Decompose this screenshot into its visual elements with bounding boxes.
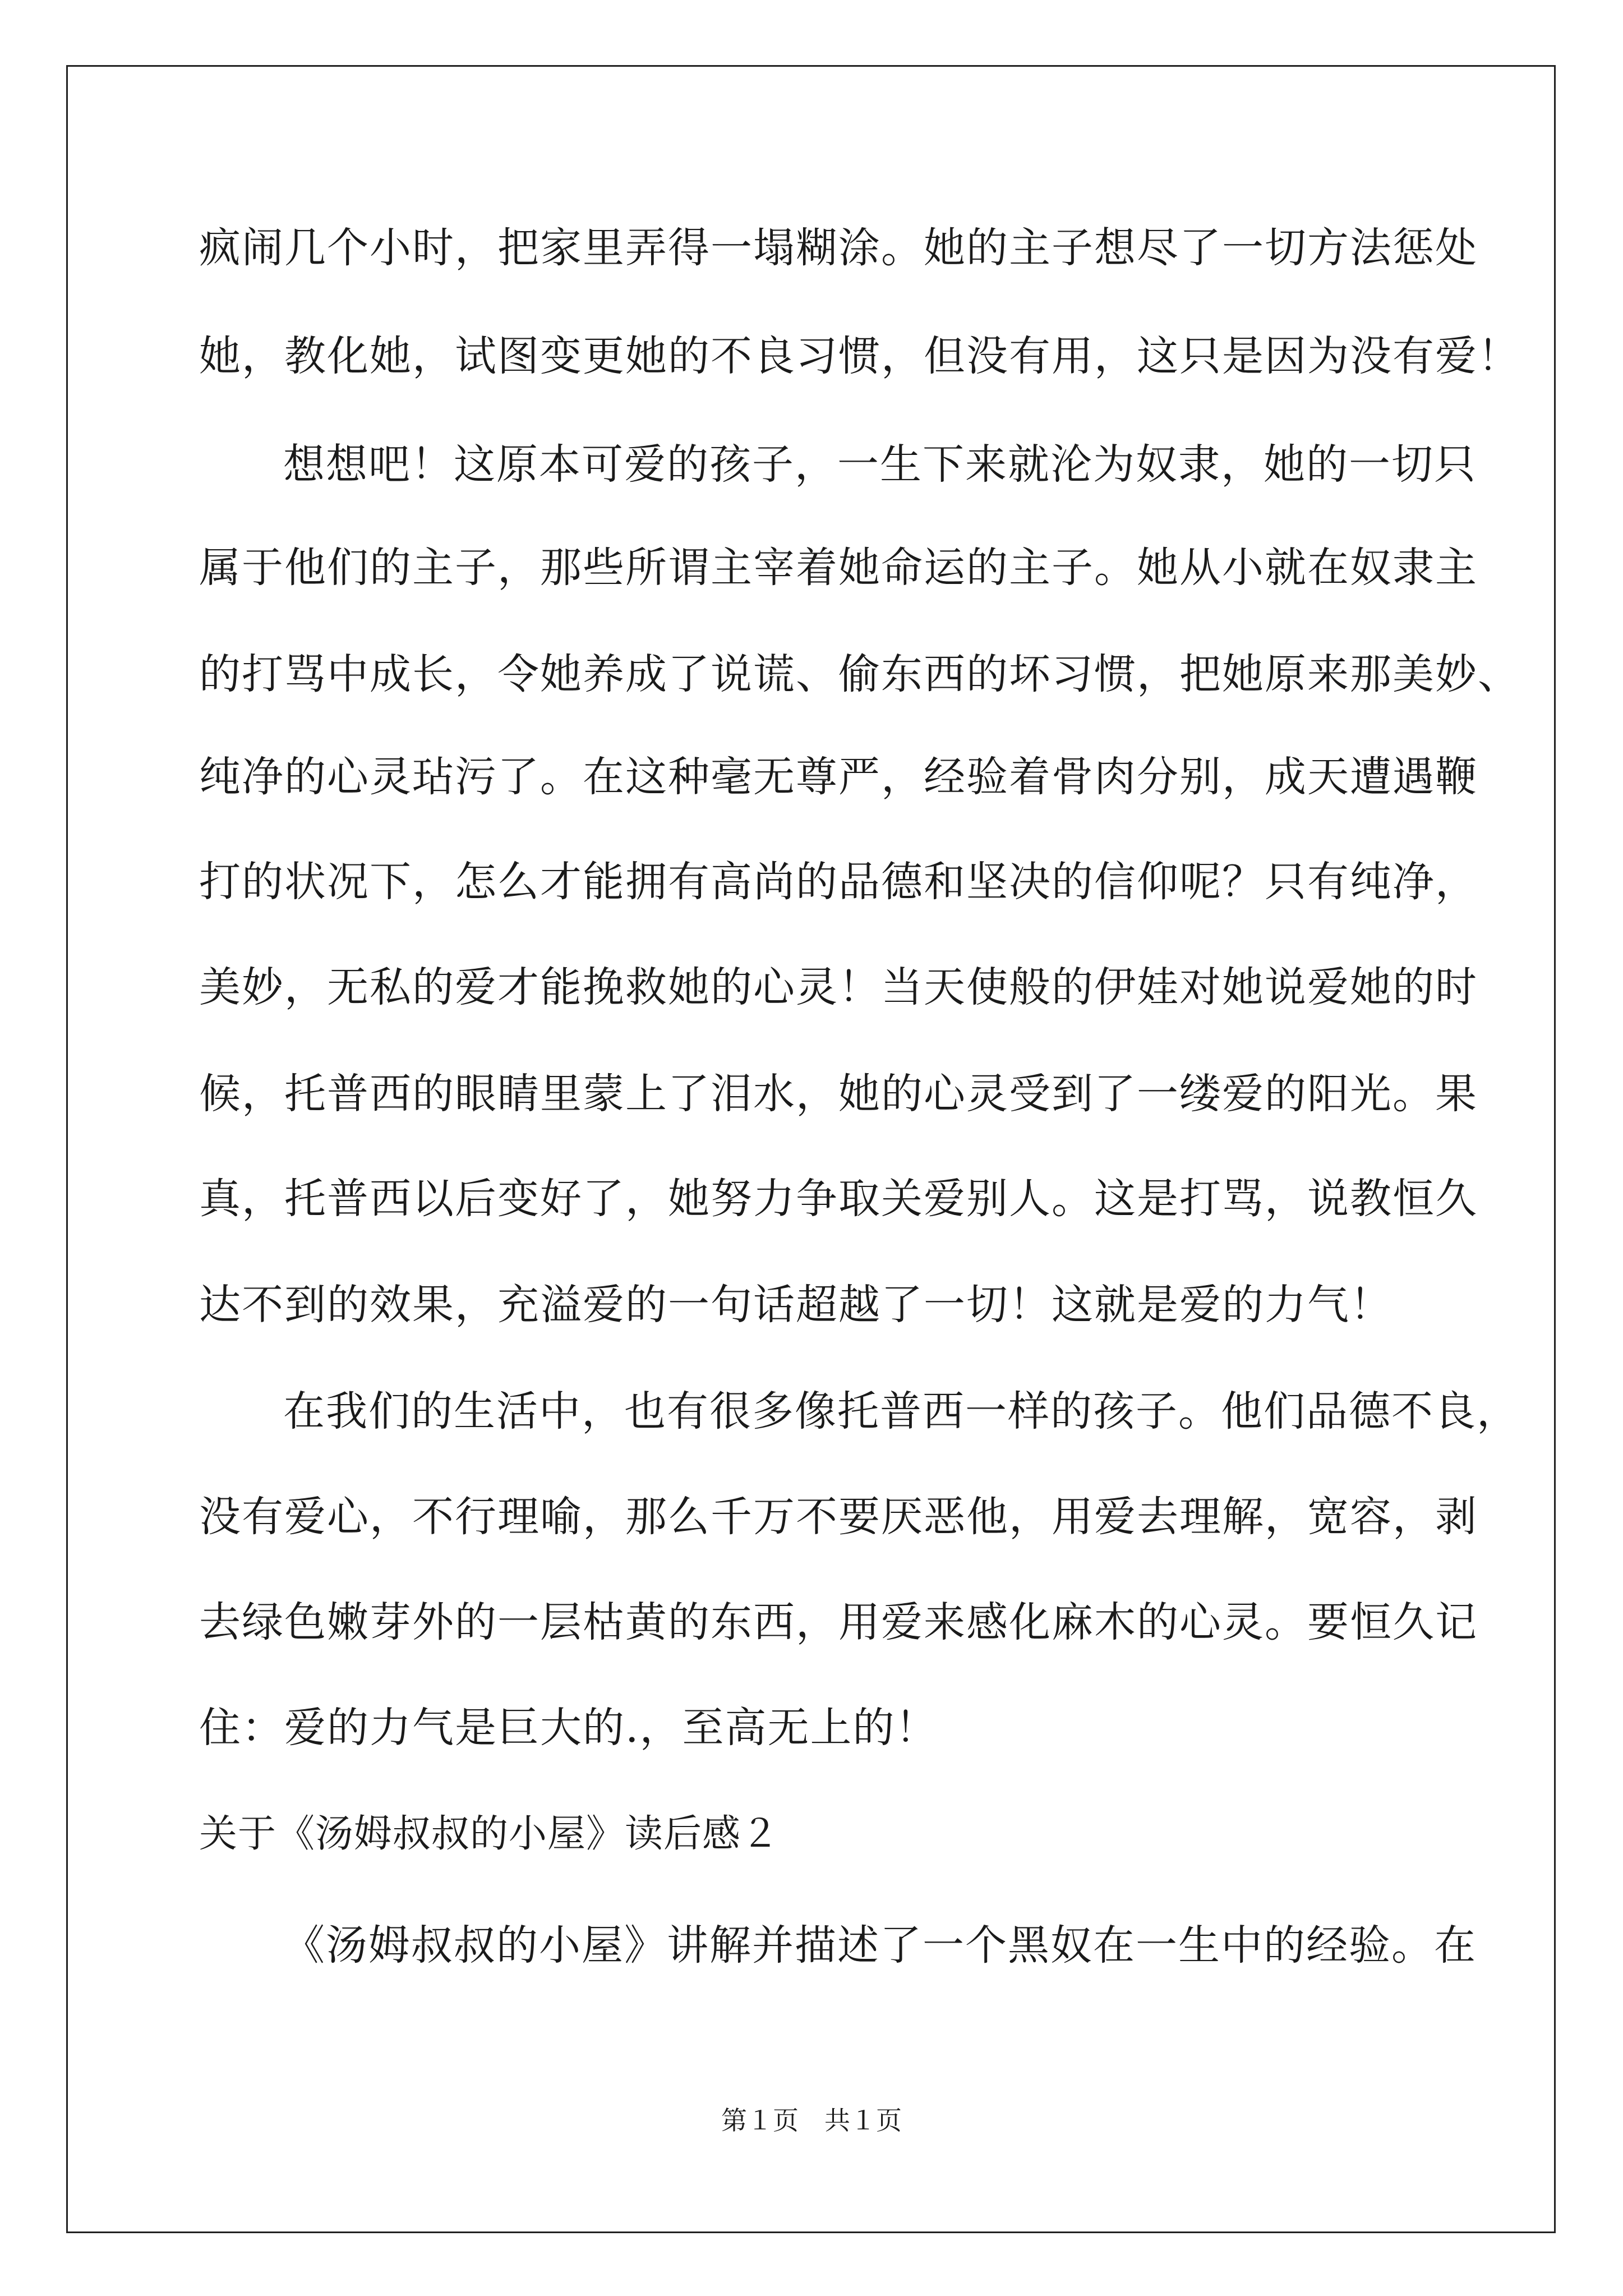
paragraph-2-line-9: 达不到的效果，充溢爱的一句话超越了一切！这就是爱的力气！ <box>199 1281 1393 1329</box>
page-footer: 第１页 共１页 <box>721 2105 902 2136</box>
paragraph-3-line-4: 住：爱的力气是巨大的.，至高无上的！ <box>199 1704 938 1752</box>
paragraph-3-line-2: 没有爱心，不行理喻，那么千万不要厌恶他，用爱去理解，宽容，剥 <box>199 1493 1478 1541</box>
paragraph-1-line-1: 疯闹几个小时，把家里弄得一塌糊涂。她的主子想尽了一切方法惩处 <box>199 224 1478 272</box>
paragraph-2-line-3: 的打骂中成长，令她养成了说谎、偷东西的坏习惯，把她原来那美妙、 <box>199 650 1520 698</box>
paragraph-2-line-1: 想想吧！这原本可爱的孩子，一生下来就沦为奴隶，她的一切只 <box>283 440 1477 489</box>
page-border <box>66 65 1556 2233</box>
paragraph-3-line-3: 去绿色嫩芽外的一层枯黄的东西，用爱来感化麻木的心灵。要恒久记 <box>199 1598 1478 1646</box>
paragraph-2-line-4: 纯净的心灵玷污了。在这种毫无尊严，经验着骨肉分别，成天遭遇鞭 <box>199 753 1478 801</box>
paragraph-2-line-2: 属于他们的主子，那些所谓主宰着她命运的主子。她从小就在奴隶主 <box>199 544 1478 592</box>
section-heading: 关于《汤姆叔叔的小屋》读后感２ <box>199 1812 780 1856</box>
paragraph-2-line-8: 真，托普西以后变好了，她努力争取关爱别人。这是打骂，说教恒久 <box>199 1175 1478 1223</box>
paragraph-4-line-1: 《汤姆叔叔的小屋》讲解并描述了一个黑奴在一生中的经验。在 <box>283 1921 1477 1970</box>
paragraph-2-line-6: 美妙，无私的爱才能挽救她的心灵！当天使般的伊娃对她说爱她的时 <box>199 963 1478 1011</box>
paragraph-3-line-1: 在我们的生活中，也有很多像托普西一样的孩子。他们品德不良， <box>283 1387 1519 1435</box>
paragraph-2-line-7: 候，托普西的眼睛里蒙上了泪水，她的心灵受到了一缕爱的阳光。果 <box>199 1070 1478 1118</box>
paragraph-2-line-5: 打的状况下，怎么才能拥有高尚的品德和坚决的信仰呢？只有纯净， <box>199 858 1478 906</box>
paragraph-1-line-2: 她，教化她，试图变更她的不良习惯，但没有用，这只是因为没有爱！ <box>199 332 1520 380</box>
